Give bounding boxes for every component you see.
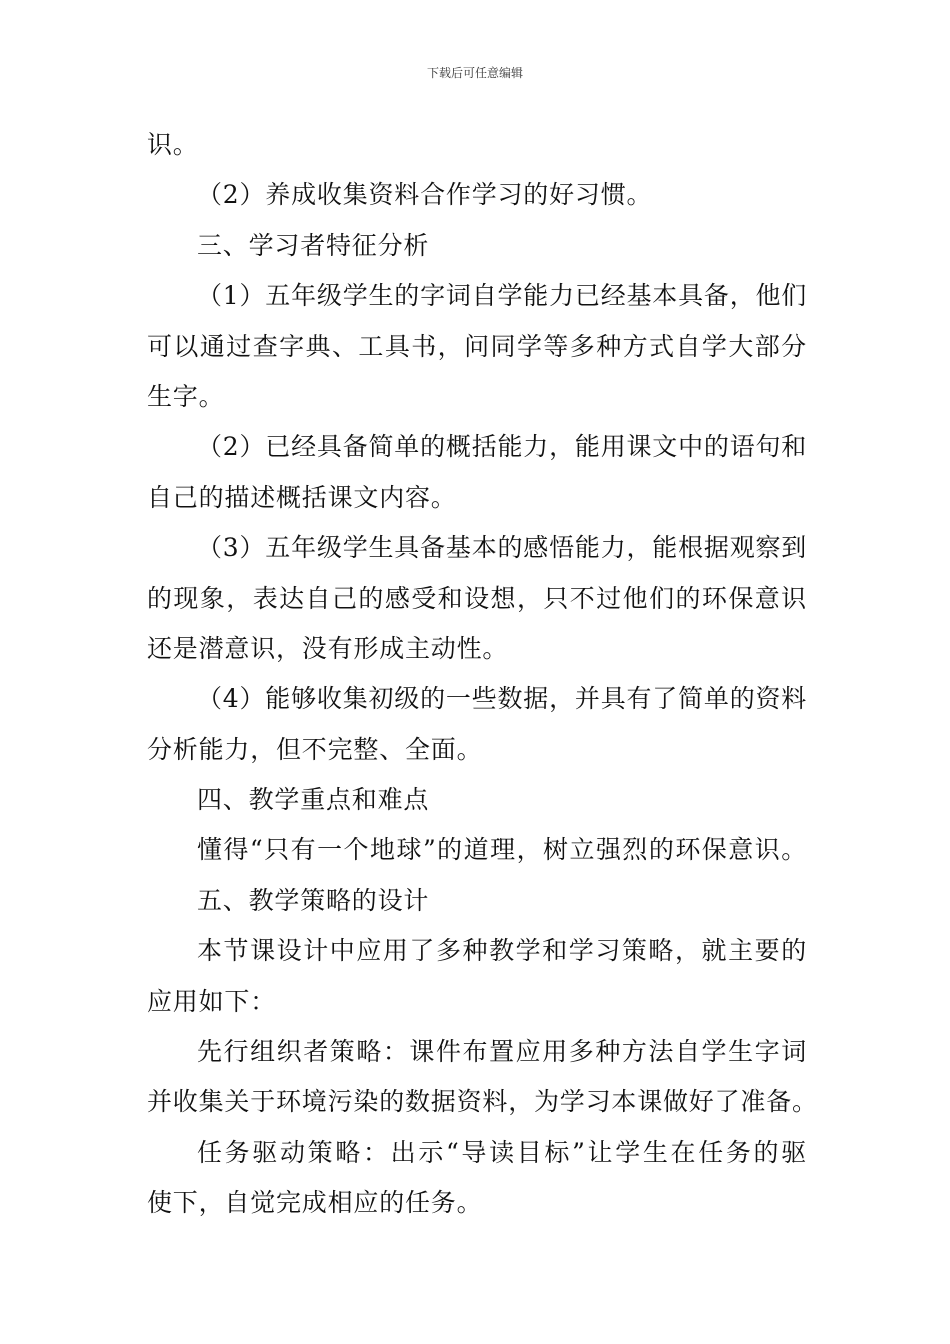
text-line: 可以通过查字典、工具书，问同学等多种方式自学大部分 xyxy=(147,331,807,361)
text-line: （2）养成收集资料合作学习的好习惯。 xyxy=(197,180,653,210)
text-line: 自己的描述概括课文内容。 xyxy=(147,482,457,512)
text-line: 四、教学重点和难点 xyxy=(197,785,430,815)
text-line: 识。 xyxy=(147,130,199,159)
text-line: 本节课设计中应用了多种教学和学习策略，就主要的 xyxy=(197,936,807,966)
text-line: 应用如下： xyxy=(147,986,277,1016)
text-line: 三、学习者特征分析 xyxy=(197,230,430,260)
text-line: （3）五年级学生具备基本的感悟能力，能根据观察到 xyxy=(197,533,808,563)
text-line: 先行组织者策略：课件布置应用多种方法自学生字词 xyxy=(197,1037,807,1067)
text-line: 生字。 xyxy=(147,381,225,411)
text-line: （1）五年级学生的字词自学能力已经基本具备，他们 xyxy=(197,281,808,311)
text-line: （4）能够收集初级的一些数据，并具有了简单的资料 xyxy=(197,684,808,714)
document-body xyxy=(147,120,818,1229)
text-line: 并收集关于环境污染的数据资料，为学习本课做好了准备。 xyxy=(147,1087,818,1117)
text-line: 任务驱动策略：出示“导读目标”让学生在任务的驱 xyxy=(197,1137,807,1167)
text-line: 还是潜意识，没有形成主动性。 xyxy=(147,633,509,663)
text-line: 懂得“只有一个地球”的道理，树立强烈的环保意识。 xyxy=(197,835,807,865)
text-line: 分析能力，但不完整、全面。 xyxy=(147,734,483,764)
text-line: 使下，自觉完成相应的任务。 xyxy=(147,1188,483,1218)
text-line: 的现象，表达自己的感受和设想，只不过他们的环保意识 xyxy=(147,583,807,613)
text-line: 五、教学策略的设计 xyxy=(197,885,430,915)
text-line: （2）已经具备简单的概括能力，能用课文中的语句和 xyxy=(197,432,808,462)
page-header: 下载后可任意编辑 xyxy=(426,66,523,80)
